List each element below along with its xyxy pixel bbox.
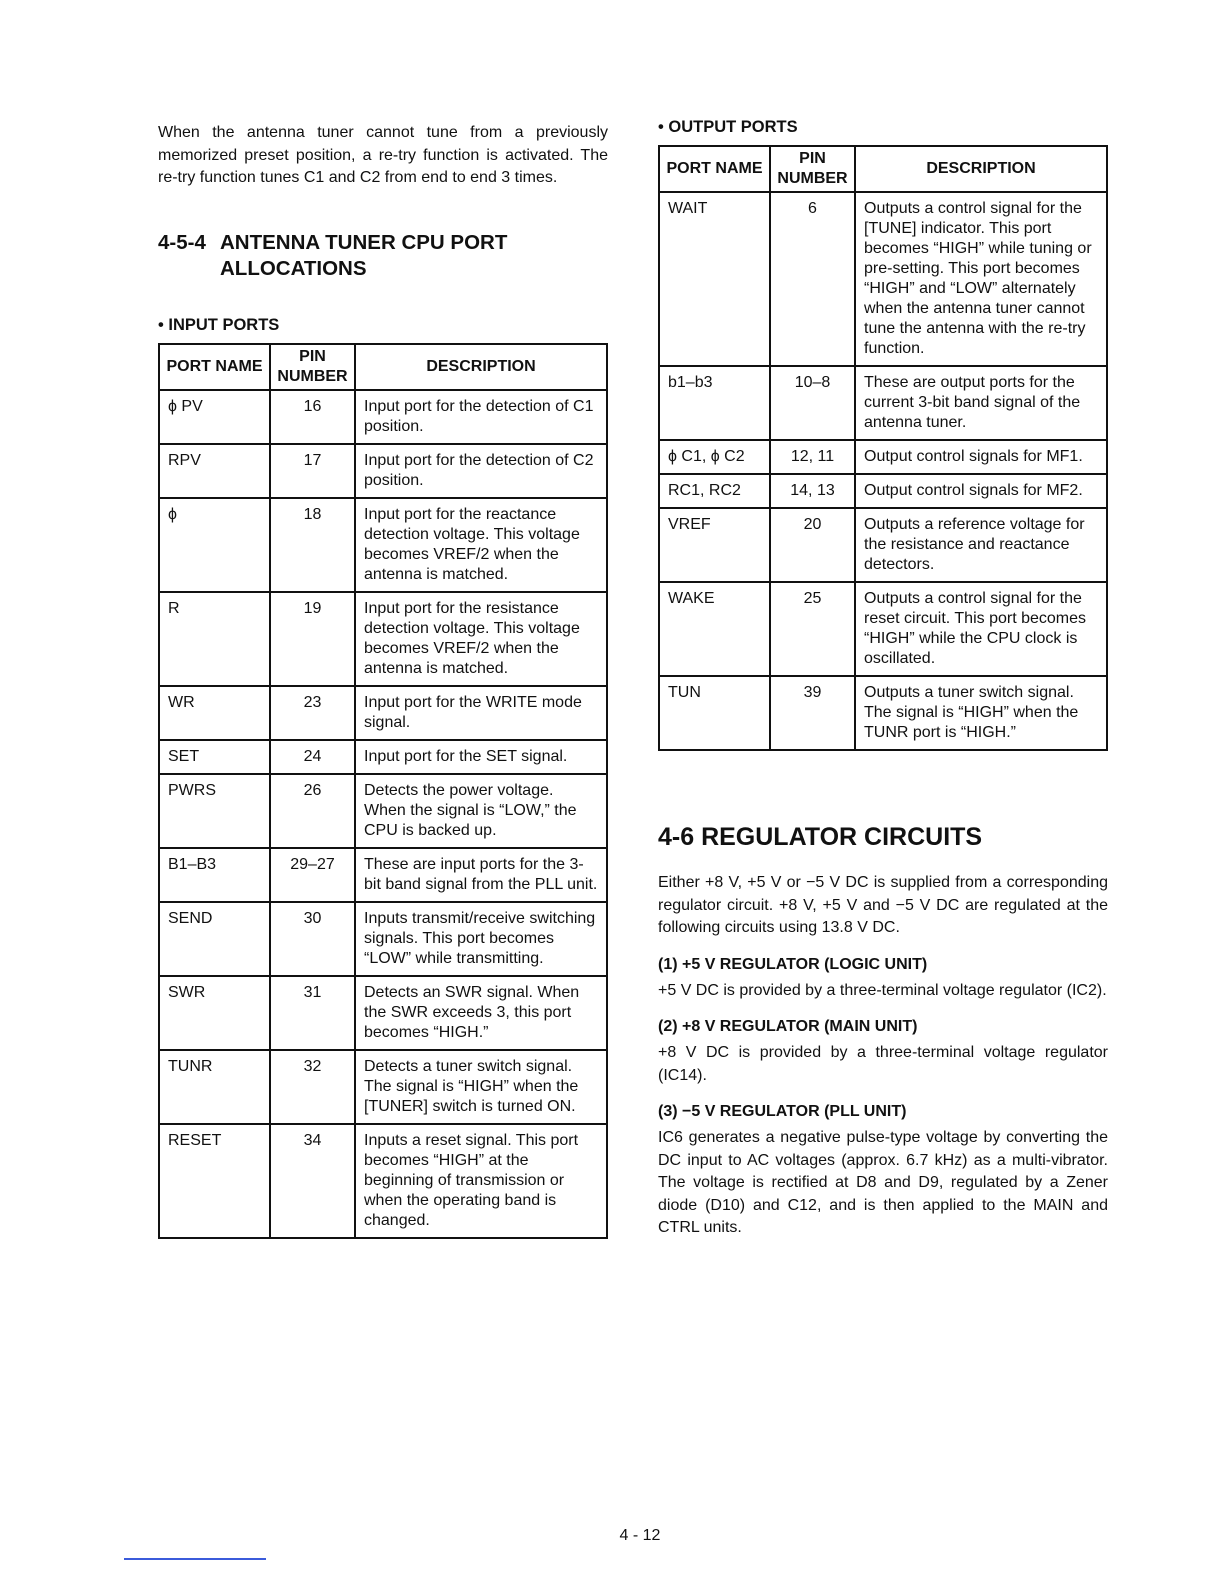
port-name-cell: WR (159, 686, 270, 740)
description-cell: Detects an SWR signal. When the SWR exceeds 3, this port becomes “HIGH.” (355, 976, 607, 1050)
description-cell: Input port for the reactance detection voltage. This voltage becomes VREF/2 when the antenna is matched. (355, 498, 607, 592)
input-ports-header-row (159, 344, 607, 390)
port-name-cell: ϕ C1, ϕ C2 (659, 440, 770, 474)
port-name-cell: ϕ (159, 498, 270, 592)
pin-number-cell: 25 (770, 582, 855, 676)
port-name-cell: RC1, RC2 (659, 474, 770, 508)
header-port-name: PORT NAME (659, 146, 770, 192)
port-name-cell: SWR (159, 976, 270, 1050)
sub2-heading: (2) +8 V REGULATOR (MAIN UNIT) (658, 1018, 918, 1035)
input-ports-heading: • INPUT PORTS (158, 315, 280, 334)
description-cell: Input port for the SET signal. (355, 740, 607, 774)
pin-number-cell: 19 (270, 592, 355, 686)
section-454-title-line1: ANTENNA TUNER CPU PORT (220, 230, 508, 254)
description-cell: These are output ports for the current 3-bit band signal of the antenna tuner. (855, 366, 1107, 440)
port-name-cell: ϕ PV (159, 390, 270, 444)
description-cell: Input port for the detection of C2 position. (355, 444, 607, 498)
pin-number-cell: 14, 13 (770, 474, 855, 508)
port-name-cell: WAKE (659, 582, 770, 676)
description-cell: Detects a tuner switch signal. The signal is “HIGH” when the [TUNER] switch is turned ON. (355, 1050, 607, 1124)
header-description: DESCRIPTION (355, 344, 607, 390)
pin-number-cell: 6 (770, 192, 855, 366)
section-454-number: 4-5-4 (158, 230, 206, 254)
pin-number-cell: 20 (770, 508, 855, 582)
pin-number-cell: 23 (270, 686, 355, 740)
table-row (159, 1124, 607, 1238)
pin-number-cell: 12, 11 (770, 440, 855, 474)
description-cell: Inputs a reset signal. This port becomes “HIGH” at the beginning of transmission or when the operating band is changed. (355, 1124, 607, 1238)
table-row (659, 440, 1107, 474)
table-row (659, 366, 1107, 440)
section-454-heading (158, 230, 608, 282)
output-ports-table (658, 145, 1108, 751)
header-port-name: PORT NAME (159, 344, 270, 390)
header-pin-number (770, 146, 855, 192)
description-cell: Inputs transmit/receive switching signals. This port becomes “LOW” while transmitting. (355, 902, 607, 976)
section-454-title-line2: ALLOCATIONS (220, 256, 367, 280)
page-number: 4 - 12 (619, 1527, 661, 1544)
right-column (658, 118, 1108, 1240)
table-row (659, 474, 1107, 508)
pin-number-cell: 31 (270, 976, 355, 1050)
sub1-text: +5 V DC is provided by a three-terminal voltage regulator (IC2). (658, 981, 1107, 999)
table-row (159, 1050, 607, 1124)
header-number: NUMBER (277, 367, 348, 385)
pin-number-cell: 24 (270, 740, 355, 774)
pin-number-cell: 17 (270, 444, 355, 498)
pin-number-cell: 30 (270, 902, 355, 976)
table-row (659, 676, 1107, 750)
section-46-intro: Either +8 V, +5 V or −5 V DC is supplied from a corresponding regulator circuit. +8 V, +5 V and −5 V DC are regulated at the following circuits using 13.8 V DC. (658, 874, 1108, 936)
description-cell: Output control signals for MF2. (855, 474, 1107, 508)
table-row (159, 686, 607, 740)
port-name-cell: R (159, 592, 270, 686)
table-row (159, 848, 607, 902)
pin-number-cell: 29–27 (270, 848, 355, 902)
table-row (159, 498, 607, 592)
pin-number-cell: 32 (270, 1050, 355, 1124)
table-row (159, 740, 607, 774)
table-row (159, 390, 607, 444)
input-ports-table (158, 343, 608, 1239)
description-cell: Input port for the WRITE mode signal. (355, 686, 607, 740)
port-name-cell: SEND (159, 902, 270, 976)
header-pin: PIN (799, 150, 826, 167)
port-name-cell: TUNR (159, 1050, 270, 1124)
pin-number-cell: 34 (270, 1124, 355, 1238)
table-row (159, 592, 607, 686)
description-cell: Input port for the detection of C1 position. (355, 390, 607, 444)
table-row (159, 902, 607, 976)
port-name-cell: b1–b3 (659, 366, 770, 440)
port-name-cell: RESET (159, 1124, 270, 1238)
description-cell: Detects the power voltage. When the signal is “LOW,” the CPU is backed up. (355, 774, 607, 848)
table-row (159, 774, 607, 848)
left-column (158, 122, 608, 1239)
description-cell: Outputs a control signal for the reset circuit. This port becomes “HIGH” while the CPU clock is oscillated. (855, 582, 1107, 676)
table-row (659, 192, 1107, 366)
header-pin-number (270, 344, 355, 390)
table-row (659, 582, 1107, 676)
table-row (659, 508, 1107, 582)
description-cell: Outputs a tuner switch signal. The signal is “HIGH” when the TUNR port is “HIGH.” (855, 676, 1107, 750)
description-cell: Input port for the resistance detection voltage. This voltage becomes VREF/2 when the antenna is matched. (355, 592, 607, 686)
intro-paragraph: When the antenna tuner cannot tune from a previously memorized preset position, a re-try function is activated. The re-try function tunes C1 and C2 from end to end 3 times. (158, 124, 608, 186)
table-row (159, 976, 607, 1050)
section-46-heading: 4-6 REGULATOR CIRCUITS (658, 823, 983, 851)
description-cell: Outputs a control signal for the [TUNE] indicator. This port becomes “HIGH” while tuning or pre-setting. This port becomes “HIGH” and “LOW” alternately when the antenna tuner cannot tune the antenna with the re-try function. (855, 192, 1107, 366)
sub3-text: IC6 generates a negative pulse-type voltage by converting the DC input to AC voltages (approx. 6.7 kHz) as a multi-vibrator. The voltage is rectified at D8 and D9, regulated by a Zener diode (D10) and C12, and is then applied to the MAIN and CTRL units. (658, 1129, 1108, 1236)
sub1-heading: (1) +5 V REGULATOR (LOGIC UNIT) (658, 955, 928, 973)
table-row (159, 444, 607, 498)
sub3-heading: (3) −5 V REGULATOR (PLL UNIT) (658, 1103, 907, 1120)
sub2-text: +8 V DC is provided by a three-terminal voltage regulator (IC14). (658, 1044, 1108, 1084)
port-name-cell: PWRS (159, 774, 270, 848)
header-description: DESCRIPTION (855, 146, 1107, 192)
header-pin: PIN (299, 347, 326, 365)
pin-number-cell: 10–8 (770, 366, 855, 440)
output-ports-header-row (659, 146, 1107, 192)
header-number: NUMBER (777, 170, 848, 187)
footer-rule (124, 1558, 266, 1560)
port-name-cell: VREF (659, 508, 770, 582)
pin-number-cell: 26 (270, 774, 355, 848)
port-name-cell: TUN (659, 676, 770, 750)
description-cell: These are input ports for the 3-bit band signal from the PLL unit. (355, 848, 607, 902)
description-cell: Output control signals for MF1. (855, 440, 1107, 474)
pin-number-cell: 39 (770, 676, 855, 750)
port-name-cell: B1–B3 (159, 848, 270, 902)
output-ports-heading: • OUTPUT PORTS (658, 118, 798, 136)
port-name-cell: RPV (159, 444, 270, 498)
pin-number-cell: 16 (270, 390, 355, 444)
pin-number-cell: 18 (270, 498, 355, 592)
description-cell: Outputs a reference voltage for the resistance and reactance detectors. (855, 508, 1107, 582)
port-name-cell: SET (159, 740, 270, 774)
port-name-cell: WAIT (659, 192, 770, 366)
